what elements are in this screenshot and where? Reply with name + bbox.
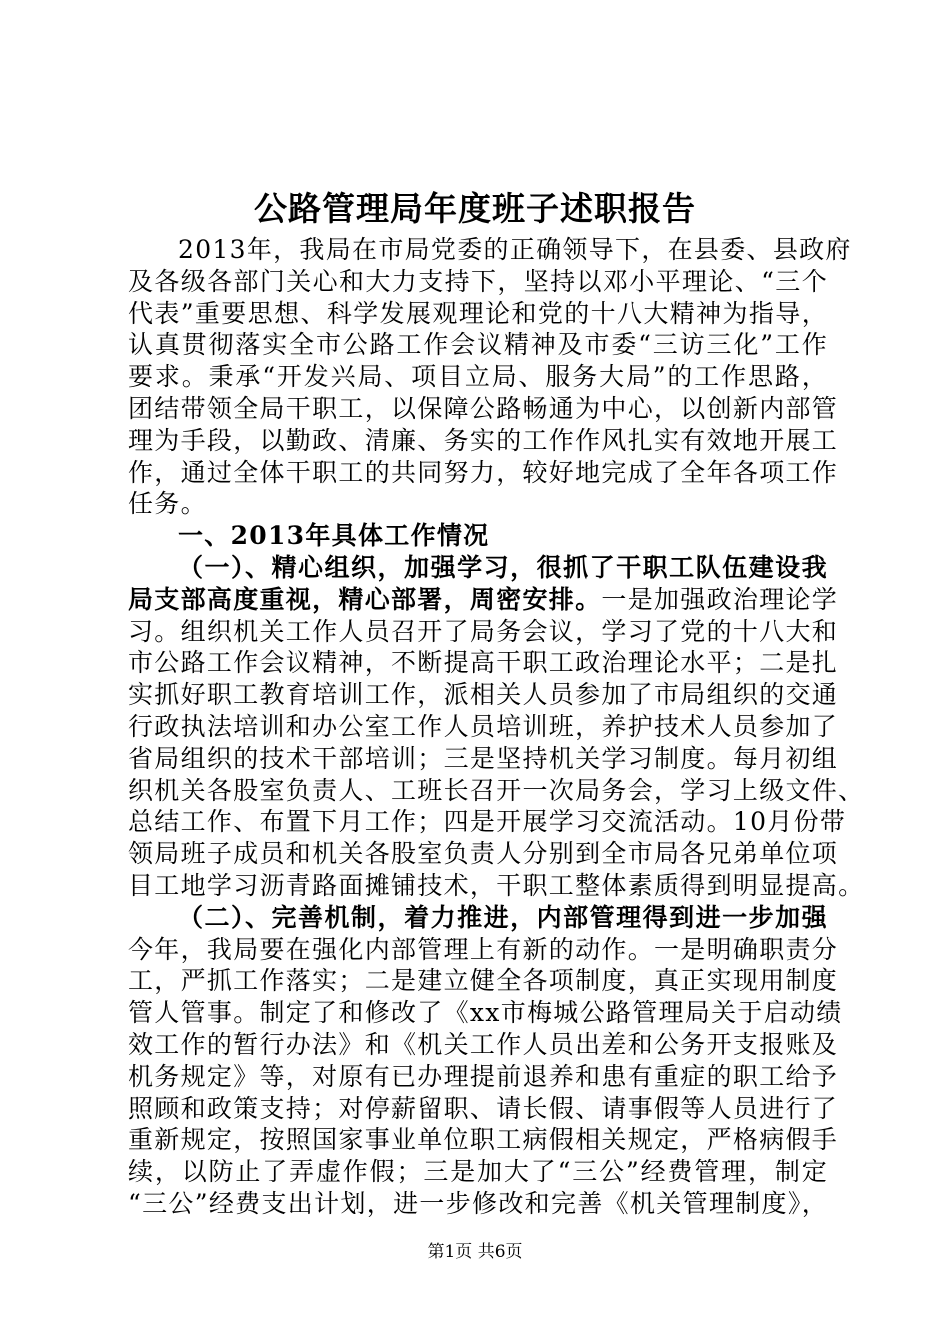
- document-body: [128, 234, 865, 1220]
- paragraph-line: 团结带领全局干职工，以保障公路畅通为中心，以创新内部管: [128, 393, 839, 423]
- paragraph-line: 行政执法培训和办公室工作人员培训班，养护技术人员参加了: [128, 711, 839, 741]
- paragraph-line: 效工作的暂行办法》和《机关工作人员出差和公务开支报账及: [128, 1029, 839, 1059]
- page-footer: 第1页 共6页: [427, 1242, 523, 1262]
- paragraph-line: 领局班子成员和机关各股室负责人分别到全市局各兄弟单位项: [128, 839, 839, 869]
- heading-continuation: 局支部高度重视，精心部署，周密安排。: [128, 584, 602, 614]
- paragraph-line: 照顾和政策支持；对停薪留职、请长假、请事假等人员进行了: [128, 1093, 839, 1123]
- paragraph-line: （一）、精心组织，加强学习，很抓了干职工队伍建设我: [178, 552, 828, 582]
- paragraph-line: 管人管事。制定了和修改了《xx市梅城公路管理局关于启动绩: [128, 998, 843, 1028]
- paragraph-line: 重新规定，按照国家事业单位职工病假相关规定，严格病假手: [128, 1125, 839, 1155]
- document-title: 公路管理局年度班子述职报告: [254, 189, 696, 228]
- paragraph-line: 织机关各股室负责人、工班长召开一次局务会，学习上级文件、: [128, 775, 865, 805]
- paragraph-line: 目工地学习沥青路面摊铺技术，干职工整体素质得到明显提高。: [128, 870, 865, 900]
- paragraph-line: 实抓好职工教育培训工作，派相关人员参加了市局组织的交通: [128, 680, 839, 710]
- paragraph-line: 2013年，我局在市局党委的正确领导下，在县委、县政府: [178, 235, 852, 264]
- paragraph-line: 代表”重要思想、科学发展观理论和党的十八大精神为指导，: [128, 298, 828, 328]
- paragraph-line: 要求。秉承“开发兴局、项目立局、服务大局”的工作思路，: [128, 362, 828, 392]
- paragraph-line: 作，通过全体干职工的共同努力，较好地完成了全年各项工作: [128, 457, 839, 487]
- paragraph-line: 及各级各部门关心和大力支持下，坚持以邓小平理论、“三个: [128, 266, 828, 296]
- paragraph-line: 工，严抓工作落实；二是建立健全各项制度，真正实现用制度: [128, 966, 839, 996]
- paragraph-text: 一是加强政治理论学: [601, 584, 839, 614]
- paragraph-line: [128, 584, 839, 616]
- paragraph-line: “三公”经费支出计划，进一步修改和完善《机关管理制度》，: [128, 1188, 828, 1218]
- paragraph-line: 总结工作、布置下月工作；四是开展学习交流活动。10月份带: [128, 807, 847, 837]
- paragraph-line: 理为手段，以勤政、清廉、务实的工作作风扎实有效地开展工: [128, 425, 839, 455]
- paragraph-line: 市公路工作会议精神，不断提高干职工政治理论水平；二是扎: [128, 648, 839, 678]
- paragraph-line: 习。组织机关工作人员召开了局务会议，学习了党的十八大和: [128, 616, 839, 646]
- paragraph-line: 省局组织的技术干部培训；三是坚持机关学习制度。每月初组: [128, 743, 839, 773]
- paragraph-line: 续，以防止了弄虚作假；三是加大了“三公”经费管理，制定: [128, 1157, 828, 1187]
- paragraph-line: 今年，我局要在强化内部管理上有新的动作。一是明确职责分: [128, 934, 839, 964]
- paragraph-line: （二）、完善机制，着力推进，内部管理得到进一步加强: [178, 902, 828, 932]
- paragraph-line: 认真贯彻落实全市公路工作会议精神及市委“三访三化”工作: [128, 330, 828, 360]
- paragraph-line: 任务。: [128, 489, 207, 519]
- paragraph-line: 一、2013年具体工作情况: [178, 521, 490, 551]
- paragraph-line: 机务规定》等，对原有已办理提前退养和患有重症的职工给予: [128, 1061, 839, 1091]
